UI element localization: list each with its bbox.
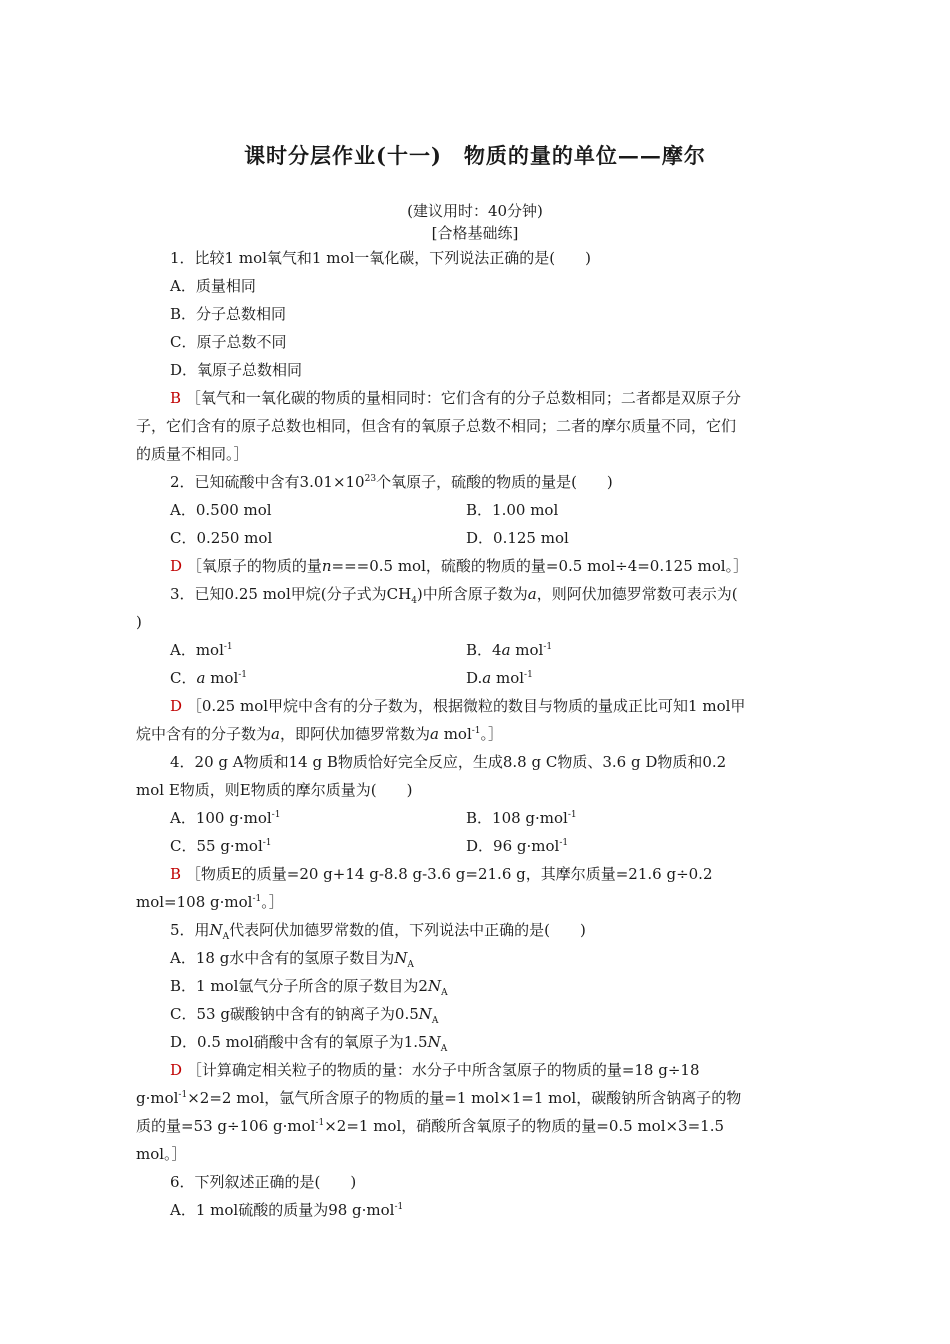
q4-option-c: C．55 g·mol$^{-1}$ <box>170 837 272 855</box>
q5-option-b: B．1 mol氩气分子所含的原子数目为$2N_A$ <box>170 977 448 998</box>
q3-explanation: D ［0.25 mol甲烷中含有的分子数为，根据微粒的数目与物质的量成正比可知1 mol甲 <box>170 697 746 715</box>
q1-explanation-line2: 子，它们含有的原子总数也相同，但含有的氧原子总数不相同；二者的摩尔质量不同，它们 <box>136 417 737 435</box>
q4-explanation: B ［物质E的质量=20 g+14 g-8.8 g-3.6 g=21.6 g，其摩尔质量=21.6 g÷0.2 <box>170 865 713 883</box>
q3-option-b: B．4a mol$^{-1}$ <box>466 641 553 659</box>
q1-stem: 1．比较1 mol氧气和1 mol一氧化碳，下列说法正确的是( ) <box>170 249 591 267</box>
section-label: [合格基础练] <box>431 224 519 242</box>
q5-explanation: D ［计算确定相关粒子的物质的量：水分子中所含氢原子的物质的量=18 g÷18 <box>170 1061 700 1079</box>
q5-answer: D <box>170 1061 183 1079</box>
q3-stem-line2: ) <box>136 613 142 631</box>
q5-explanation-line4: mol。］ <box>136 1145 187 1163</box>
q5-explanation-line2: g·mol$^{-1}$×2=2 mol，氩气所含原子的物质的量=1 mol×1=1 mol，碳酸钠所含钠离子的物 <box>136 1089 742 1107</box>
q4-explanation-line2: mol=108 g·mol$^{-1}$。］ <box>136 893 284 911</box>
q4-answer: B <box>170 865 182 883</box>
page-title: 课时分层作业(十一) 物质的量的单位——摩尔 <box>244 143 706 168</box>
q1-option-a: A．质量相同 <box>170 277 256 295</box>
q4-option-b: B．108 g·mol$^{-1}$ <box>466 809 577 827</box>
q2-option-d: D．0.125 mol <box>466 529 569 547</box>
q6-stem: 6．下列叙述正确的是( ) <box>170 1173 357 1191</box>
q4-option-d: D．96 g·mol$^{-1}$ <box>466 837 569 855</box>
q5-stem: 5．用$N_A$代表阿伏加德罗常数的值，下列说法中正确的是( ) <box>170 921 586 942</box>
q5-option-a: A．18 g水中含有的氢原子数目为$N_A$ <box>170 949 414 970</box>
q1-explanation: B ［氧气和一氧化碳的物质的量相同时：它们含有的分子总数相同；二者都是双原子分 <box>170 389 741 407</box>
q3-explanation-line2: 烷中含有的分子数为a，即阿伏加德罗常数为a mol$^{-1}$。］ <box>136 725 504 743</box>
q3-option-d: D.a mol$^{-1}$ <box>466 669 533 687</box>
q4-stem-line2: mol E物质，则E物质的摩尔质量为( ) <box>136 781 413 799</box>
q2-option-b: B．1.00 mol <box>466 501 559 519</box>
q3-option-c: C．a mol$^{-1}$ <box>170 669 248 687</box>
q2-explanation: D ［氧原子的物质的量n===0.5 mol，硫酸的物质的量=0.5 mol÷4=0.125 mol。］ <box>170 557 749 575</box>
q5-explanation-line3: 质的量=53 g÷106 g·mol$^{-1}$×2=1 mol，硝酸所含氧原子的物质的量=0.5 mol×3=1.5 <box>136 1117 725 1135</box>
q1-explanation-line3: 的质量不相同。］ <box>136 445 249 463</box>
q4-option-a: A．100 g·mol$^{-1}$ <box>170 809 281 827</box>
q4-stem: 4．20 g A物质和14 g B物质恰好完全反应，生成8.8 g C物质、3.6 g D物质和0.2 <box>170 753 727 771</box>
q5-option-c: C．53 g碳酸钠中含有的钠离子为$0.5N_A$ <box>170 1005 439 1026</box>
q5-option-d: D．0.5 mol硝酸中含有的氧原子为$1.5N_A$ <box>170 1033 448 1054</box>
q6-option-a: A．1 mol硫酸的质量为98 g·mol$^{-1}$ <box>170 1201 404 1219</box>
q3-stem: 3．已知0.25 mol甲烷(分子式为$CH_4$)中所含原子数为a，则阿伏加德罗常数可表示为( <box>170 585 738 606</box>
q3-answer: D <box>170 697 183 715</box>
q2-stem: 2．已知硫酸中含有$3.01\times 10^{23}$个氧原子，硫酸的物质的量是( ) <box>170 473 613 491</box>
q2-answer: D <box>170 557 183 575</box>
q1-answer: B <box>170 389 182 407</box>
q1-option-c: C．原子总数不同 <box>170 333 287 351</box>
q1-option-d: D．氧原子总数相同 <box>170 361 303 379</box>
q2-option-a: A．0.500 mol <box>170 501 272 519</box>
time-note: (建议用时：40分钟) <box>407 202 543 220</box>
q1-option-b: B．分子总数相同 <box>170 305 287 323</box>
q2-option-c: C．0.250 mol <box>170 529 273 547</box>
q3-option-a: A．mol$^{-1}$ <box>170 641 233 659</box>
